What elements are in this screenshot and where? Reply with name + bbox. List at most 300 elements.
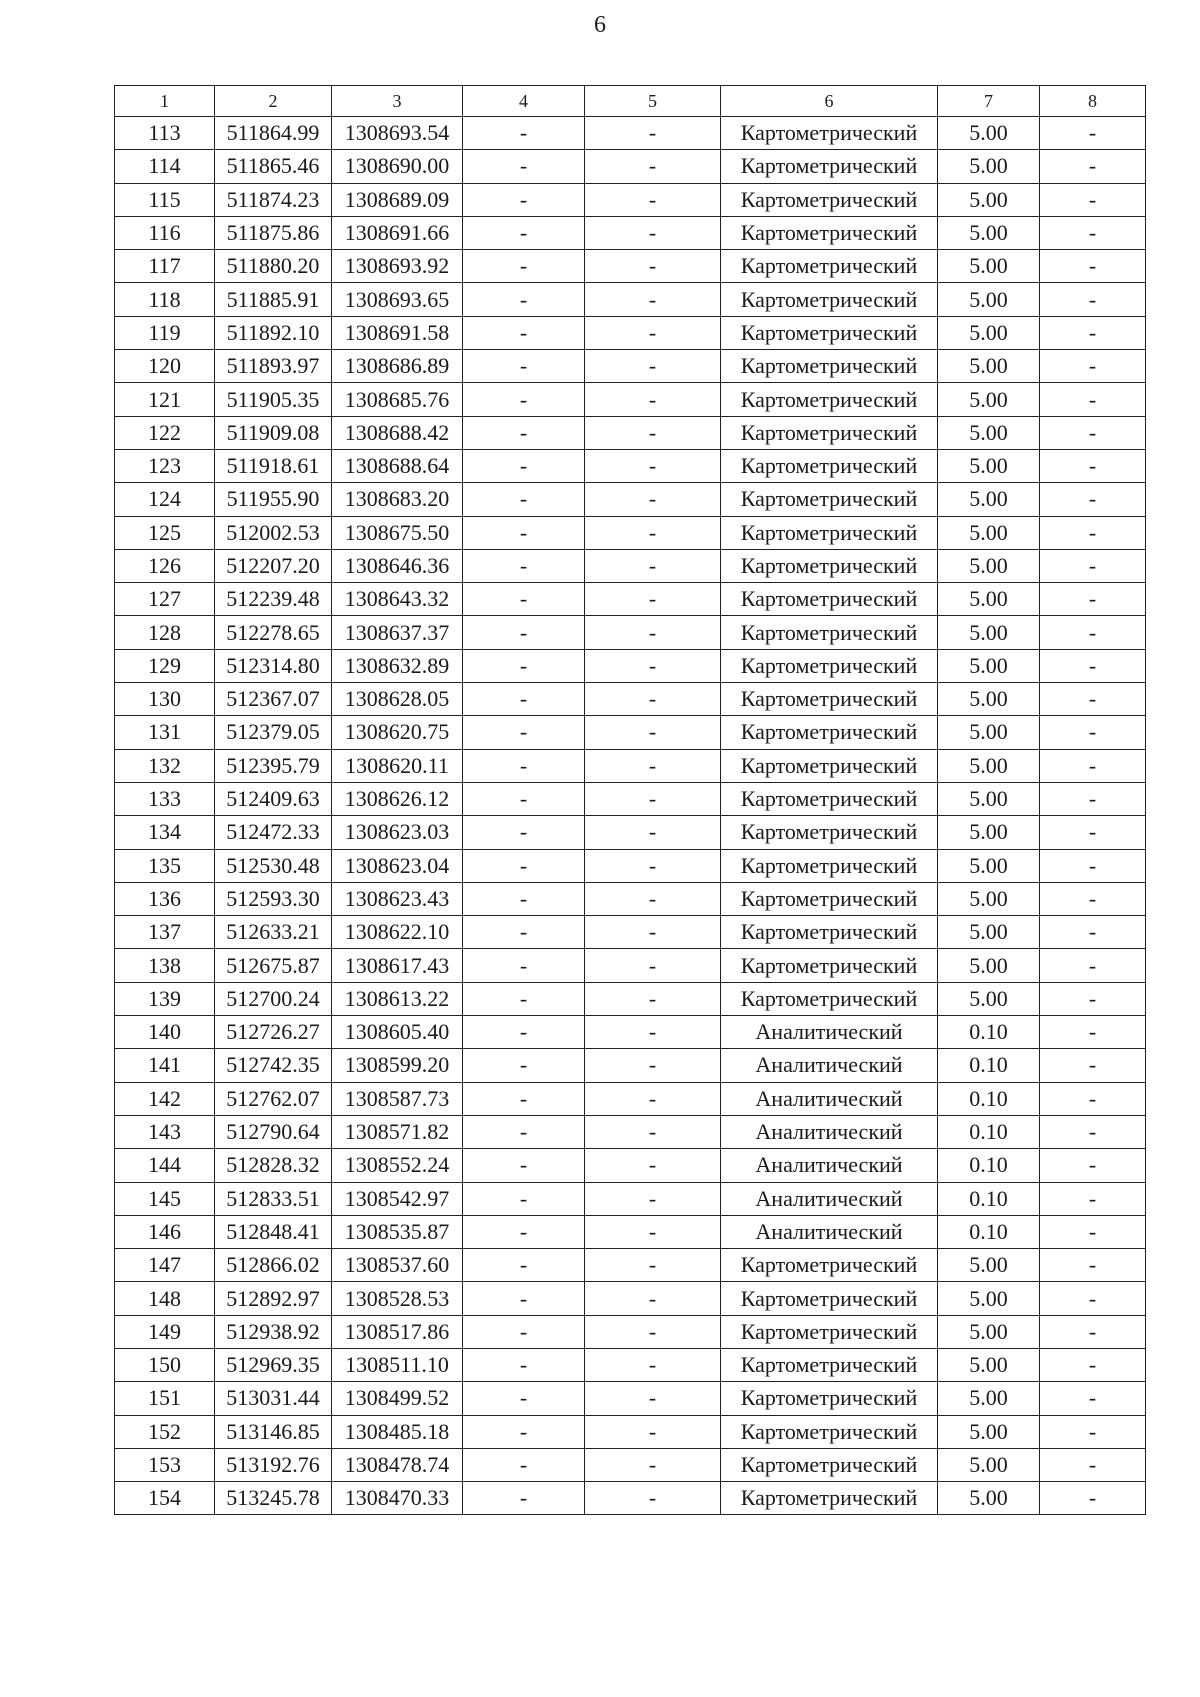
column-4-cell: - [463, 1282, 585, 1315]
column-8-cell: - [1040, 117, 1146, 150]
column-8-cell: - [1040, 1482, 1146, 1515]
accuracy-cell: 5.00 [938, 882, 1040, 915]
coordinate-x-cell: 512700.24 [215, 982, 332, 1015]
accuracy-cell: 0.10 [938, 1049, 1040, 1082]
coordinate-y-cell: 1308690.00 [332, 150, 463, 183]
column-8-cell: - [1040, 982, 1146, 1015]
column-4-cell: - [463, 1415, 585, 1448]
method-cell: Картометрический [721, 516, 938, 549]
column-4-cell: - [463, 1448, 585, 1481]
column-5-cell: - [585, 549, 721, 582]
column-8-cell: - [1040, 483, 1146, 516]
method-cell: Картометрический [721, 1415, 938, 1448]
point-number-cell: 149 [115, 1315, 215, 1348]
table-row [115, 1415, 1146, 1448]
coordinate-y-cell: 1308517.86 [332, 1315, 463, 1348]
point-number-cell: 154 [115, 1482, 215, 1515]
point-number-cell: 125 [115, 516, 215, 549]
column-4-cell: - [463, 449, 585, 482]
accuracy-cell: 5.00 [938, 150, 1040, 183]
column-8-cell: - [1040, 1149, 1146, 1182]
column-4-cell: - [463, 216, 585, 249]
accuracy-cell: 5.00 [938, 916, 1040, 949]
table-row [115, 383, 1146, 416]
table-row [115, 849, 1146, 882]
coordinate-y-cell: 1308646.36 [332, 549, 463, 582]
accuracy-cell: 5.00 [938, 1282, 1040, 1315]
method-cell: Картометрический [721, 916, 938, 949]
accuracy-cell: 5.00 [938, 449, 1040, 482]
accuracy-cell: 5.00 [938, 183, 1040, 216]
column-8-cell: - [1040, 1448, 1146, 1481]
table-row [115, 549, 1146, 582]
table-row [115, 183, 1146, 216]
column-5-cell: - [585, 1249, 721, 1282]
coordinate-y-cell: 1308623.03 [332, 816, 463, 849]
method-cell: Картометрический [721, 1448, 938, 1481]
coordinate-y-cell: 1308620.11 [332, 749, 463, 782]
column-5-cell: - [585, 449, 721, 482]
method-cell: Картометрический [721, 1482, 938, 1515]
coordinate-y-cell: 1308675.50 [332, 516, 463, 549]
point-number-cell: 150 [115, 1348, 215, 1381]
column-8-cell: - [1040, 649, 1146, 682]
table-row [115, 483, 1146, 516]
accuracy-cell: 5.00 [938, 549, 1040, 582]
coordinate-y-cell: 1308686.89 [332, 350, 463, 383]
column-8-cell: - [1040, 1115, 1146, 1148]
coordinate-x-cell: 511880.20 [215, 250, 332, 283]
coordinate-x-cell: 511865.46 [215, 150, 332, 183]
column-8-cell: - [1040, 1348, 1146, 1381]
column-5-cell: - [585, 1016, 721, 1049]
coordinate-x-cell: 512530.48 [215, 849, 332, 882]
method-cell: Аналитический [721, 1016, 938, 1049]
coordinate-x-cell: 511892.10 [215, 316, 332, 349]
accuracy-cell: 5.00 [938, 982, 1040, 1015]
table-row [115, 316, 1146, 349]
column-4-cell: - [463, 383, 585, 416]
coordinate-x-cell: 512742.35 [215, 1049, 332, 1082]
accuracy-cell: 5.00 [938, 1382, 1040, 1415]
table-row [115, 350, 1146, 383]
column-header-8: 8 [1040, 86, 1146, 117]
point-number-cell: 140 [115, 1016, 215, 1049]
column-4-cell: - [463, 716, 585, 749]
column-4-cell: - [463, 583, 585, 616]
coordinate-x-cell: 512833.51 [215, 1182, 332, 1215]
coordinate-y-cell: 1308643.32 [332, 583, 463, 616]
table-row [115, 1016, 1146, 1049]
coordinate-x-cell: 511909.08 [215, 416, 332, 449]
accuracy-cell: 5.00 [938, 1315, 1040, 1348]
accuracy-cell: 5.00 [938, 1348, 1040, 1381]
column-5-cell: - [585, 1149, 721, 1182]
column-4-cell: - [463, 1215, 585, 1248]
column-8-cell: - [1040, 283, 1146, 316]
method-cell: Картометрический [721, 150, 938, 183]
accuracy-cell: 0.10 [938, 1215, 1040, 1248]
table-row [115, 150, 1146, 183]
table-row [115, 416, 1146, 449]
column-5-cell: - [585, 816, 721, 849]
accuracy-cell: 0.10 [938, 1149, 1040, 1182]
column-5-cell: - [585, 350, 721, 383]
accuracy-cell: 0.10 [938, 1082, 1040, 1115]
column-5-cell: - [585, 1049, 721, 1082]
coordinate-x-cell: 512866.02 [215, 1249, 332, 1282]
accuracy-cell: 5.00 [938, 649, 1040, 682]
column-4-cell: - [463, 749, 585, 782]
method-cell: Картометрический [721, 782, 938, 815]
coordinate-y-cell: 1308528.53 [332, 1282, 463, 1315]
point-number-cell: 144 [115, 1149, 215, 1182]
table-row [115, 649, 1146, 682]
table-row [115, 1182, 1146, 1215]
column-4-cell: - [463, 549, 585, 582]
point-number-cell: 132 [115, 749, 215, 782]
coordinate-y-cell: 1308552.24 [332, 1149, 463, 1182]
column-8-cell: - [1040, 782, 1146, 815]
table-row [115, 982, 1146, 1015]
point-number-cell: 136 [115, 882, 215, 915]
point-number-cell: 134 [115, 816, 215, 849]
accuracy-cell: 5.00 [938, 416, 1040, 449]
column-4-cell: - [463, 1348, 585, 1381]
accuracy-cell: 5.00 [938, 216, 1040, 249]
column-8-cell: - [1040, 882, 1146, 915]
accuracy-cell: 0.10 [938, 1016, 1040, 1049]
coordinate-x-cell: 512314.80 [215, 649, 332, 682]
column-4-cell: - [463, 416, 585, 449]
point-number-cell: 141 [115, 1049, 215, 1082]
table-row [115, 583, 1146, 616]
point-number-cell: 119 [115, 316, 215, 349]
column-8-cell: - [1040, 1249, 1146, 1282]
column-4-cell: - [463, 183, 585, 216]
column-4-cell: - [463, 283, 585, 316]
method-cell: Картометрический [721, 549, 938, 582]
method-cell: Картометрический [721, 449, 938, 482]
method-cell: Картометрический [721, 982, 938, 1015]
column-5-cell: - [585, 949, 721, 982]
table-row [115, 516, 1146, 549]
page-number: 6 [594, 12, 606, 38]
coordinate-x-cell: 511893.97 [215, 350, 332, 383]
column-5-cell: - [585, 616, 721, 649]
method-cell: Картометрический [721, 1348, 938, 1381]
column-5-cell: - [585, 849, 721, 882]
point-number-cell: 129 [115, 649, 215, 682]
column-8-cell: - [1040, 683, 1146, 716]
column-4-cell: - [463, 849, 585, 882]
column-4-cell: - [463, 982, 585, 1015]
coordinate-x-cell: 512790.64 [215, 1115, 332, 1148]
accuracy-cell: 5.00 [938, 683, 1040, 716]
method-cell: Картометрический [721, 1315, 938, 1348]
column-8-cell: - [1040, 616, 1146, 649]
point-number-cell: 133 [115, 782, 215, 815]
point-number-cell: 143 [115, 1115, 215, 1148]
coordinate-y-cell: 1308499.52 [332, 1382, 463, 1415]
column-header-2: 2 [215, 86, 332, 117]
column-5-cell: - [585, 416, 721, 449]
column-4-cell: - [463, 250, 585, 283]
coordinate-x-cell: 512828.32 [215, 1149, 332, 1182]
table-row [115, 782, 1146, 815]
coordinate-y-cell: 1308599.20 [332, 1049, 463, 1082]
coordinate-x-cell: 511875.86 [215, 216, 332, 249]
coordinate-x-cell: 511874.23 [215, 183, 332, 216]
coordinate-y-cell: 1308626.12 [332, 782, 463, 815]
column-5-cell: - [585, 583, 721, 616]
accuracy-cell: 5.00 [938, 516, 1040, 549]
accuracy-cell: 0.10 [938, 1115, 1040, 1148]
coordinate-y-cell: 1308485.18 [332, 1415, 463, 1448]
column-5-cell: - [585, 1182, 721, 1215]
point-number-cell: 131 [115, 716, 215, 749]
accuracy-cell: 5.00 [938, 949, 1040, 982]
column-4-cell: - [463, 949, 585, 982]
table-row [115, 1149, 1146, 1182]
column-8-cell: - [1040, 150, 1146, 183]
table-row [115, 1049, 1146, 1082]
coordinate-x-cell: 512892.97 [215, 1282, 332, 1315]
table-row [115, 616, 1146, 649]
column-5-cell: - [585, 150, 721, 183]
point-number-cell: 147 [115, 1249, 215, 1282]
method-cell: Картометрический [721, 616, 938, 649]
column-8-cell: - [1040, 549, 1146, 582]
column-header-7: 7 [938, 86, 1040, 117]
coordinate-y-cell: 1308587.73 [332, 1082, 463, 1115]
column-8-cell: - [1040, 316, 1146, 349]
column-8-cell: - [1040, 1282, 1146, 1315]
accuracy-cell: 5.00 [938, 117, 1040, 150]
column-4-cell: - [463, 117, 585, 150]
accuracy-cell: 5.00 [938, 350, 1040, 383]
point-number-cell: 128 [115, 616, 215, 649]
point-number-cell: 130 [115, 683, 215, 716]
column-header-5: 5 [585, 86, 721, 117]
table-row [115, 1282, 1146, 1315]
table-row [115, 117, 1146, 150]
column-4-cell: - [463, 1249, 585, 1282]
column-5-cell: - [585, 882, 721, 915]
column-5-cell: - [585, 749, 721, 782]
point-number-cell: 116 [115, 216, 215, 249]
coordinate-x-cell: 512207.20 [215, 549, 332, 582]
coordinate-y-cell: 1308511.10 [332, 1348, 463, 1381]
coordinate-x-cell: 512848.41 [215, 1215, 332, 1248]
coordinate-y-cell: 1308623.43 [332, 882, 463, 915]
method-cell: Картометрический [721, 117, 938, 150]
point-number-cell: 113 [115, 117, 215, 150]
point-number-cell: 115 [115, 183, 215, 216]
coordinate-y-cell: 1308613.22 [332, 982, 463, 1015]
point-number-cell: 139 [115, 982, 215, 1015]
coordinate-x-cell: 512969.35 [215, 1348, 332, 1381]
column-5-cell: - [585, 483, 721, 516]
method-cell: Картометрический [721, 849, 938, 882]
point-number-cell: 138 [115, 949, 215, 982]
coordinate-y-cell: 1308542.97 [332, 1182, 463, 1215]
column-5-cell: - [585, 916, 721, 949]
coordinate-y-cell: 1308535.87 [332, 1215, 463, 1248]
coordinate-y-cell: 1308470.33 [332, 1482, 463, 1515]
column-5-cell: - [585, 782, 721, 815]
coordinate-x-cell: 512409.63 [215, 782, 332, 815]
coordinate-x-cell: 513245.78 [215, 1482, 332, 1515]
coordinate-x-cell: 512278.65 [215, 616, 332, 649]
coordinate-x-cell: 512395.79 [215, 749, 332, 782]
coordinates-table [114, 85, 1146, 1515]
column-8-cell: - [1040, 849, 1146, 882]
method-cell: Картометрический [721, 183, 938, 216]
column-5-cell: - [585, 1282, 721, 1315]
method-cell: Картометрический [721, 316, 938, 349]
column-5-cell: - [585, 1448, 721, 1481]
column-4-cell: - [463, 1182, 585, 1215]
coordinate-y-cell: 1308637.37 [332, 616, 463, 649]
column-5-cell: - [585, 1348, 721, 1381]
point-number-cell: 118 [115, 283, 215, 316]
method-cell: Картометрический [721, 383, 938, 416]
column-8-cell: - [1040, 1082, 1146, 1115]
coordinate-y-cell: 1308628.05 [332, 683, 463, 716]
table-row [115, 1348, 1146, 1381]
point-number-cell: 153 [115, 1448, 215, 1481]
column-5-cell: - [585, 183, 721, 216]
column-8-cell: - [1040, 416, 1146, 449]
table-row [115, 683, 1146, 716]
coordinate-x-cell: 513031.44 [215, 1382, 332, 1415]
method-cell: Аналитический [721, 1115, 938, 1148]
point-number-cell: 123 [115, 449, 215, 482]
point-number-cell: 122 [115, 416, 215, 449]
column-8-cell: - [1040, 816, 1146, 849]
column-5-cell: - [585, 1215, 721, 1248]
method-cell: Картометрический [721, 416, 938, 449]
coordinate-y-cell: 1308685.76 [332, 383, 463, 416]
point-number-cell: 114 [115, 150, 215, 183]
table-row [115, 916, 1146, 949]
column-4-cell: - [463, 350, 585, 383]
column-5-cell: - [585, 1082, 721, 1115]
table-row [115, 1448, 1146, 1481]
column-5-cell: - [585, 1315, 721, 1348]
coordinate-y-cell: 1308620.75 [332, 716, 463, 749]
method-cell: Картометрический [721, 649, 938, 682]
table-row [115, 283, 1146, 316]
column-8-cell: - [1040, 1315, 1146, 1348]
coordinate-y-cell: 1308683.20 [332, 483, 463, 516]
table-row [115, 949, 1146, 982]
table-row [115, 1382, 1146, 1415]
method-cell: Аналитический [721, 1049, 938, 1082]
method-cell: Аналитический [721, 1182, 938, 1215]
column-5-cell: - [585, 316, 721, 349]
coordinate-y-cell: 1308691.58 [332, 316, 463, 349]
column-8-cell: - [1040, 1415, 1146, 1448]
accuracy-cell: 5.00 [938, 1482, 1040, 1515]
point-number-cell: 117 [115, 250, 215, 283]
column-4-cell: - [463, 1082, 585, 1115]
point-number-cell: 142 [115, 1082, 215, 1115]
table-row [115, 1482, 1146, 1515]
column-4-cell: - [463, 1482, 585, 1515]
point-number-cell: 152 [115, 1415, 215, 1448]
column-8-cell: - [1040, 516, 1146, 549]
column-4-cell: - [463, 1115, 585, 1148]
method-cell: Картометрический [721, 483, 938, 516]
accuracy-cell: 5.00 [938, 583, 1040, 616]
method-cell: Аналитический [721, 1082, 938, 1115]
method-cell: Картометрический [721, 250, 938, 283]
column-8-cell: - [1040, 1182, 1146, 1215]
table-row [115, 1115, 1146, 1148]
coordinate-y-cell: 1308622.10 [332, 916, 463, 949]
column-4-cell: - [463, 616, 585, 649]
column-header-4: 4 [463, 86, 585, 117]
table-row [115, 882, 1146, 915]
coordinate-x-cell: 512379.05 [215, 716, 332, 749]
point-number-cell: 121 [115, 383, 215, 416]
column-4-cell: - [463, 150, 585, 183]
column-5-cell: - [585, 1415, 721, 1448]
coordinate-y-cell: 1308571.82 [332, 1115, 463, 1148]
point-number-cell: 151 [115, 1382, 215, 1415]
coordinate-y-cell: 1308693.65 [332, 283, 463, 316]
table-row [115, 449, 1146, 482]
column-4-cell: - [463, 882, 585, 915]
accuracy-cell: 5.00 [938, 616, 1040, 649]
method-cell: Картометрический [721, 350, 938, 383]
coordinate-x-cell: 512633.21 [215, 916, 332, 949]
column-8-cell: - [1040, 1215, 1146, 1248]
accuracy-cell: 5.00 [938, 749, 1040, 782]
column-8-cell: - [1040, 449, 1146, 482]
accuracy-cell: 5.00 [938, 483, 1040, 516]
table-row [115, 716, 1146, 749]
coordinate-y-cell: 1308688.42 [332, 416, 463, 449]
column-8-cell: - [1040, 916, 1146, 949]
column-4-cell: - [463, 1315, 585, 1348]
column-4-cell: - [463, 916, 585, 949]
coordinate-y-cell: 1308623.04 [332, 849, 463, 882]
method-cell: Картометрический [721, 1282, 938, 1315]
coordinate-x-cell: 511905.35 [215, 383, 332, 416]
coordinate-x-cell: 513146.85 [215, 1415, 332, 1448]
table-row [115, 250, 1146, 283]
method-cell: Картометрический [721, 816, 938, 849]
column-4-cell: - [463, 816, 585, 849]
accuracy-cell: 5.00 [938, 816, 1040, 849]
table-row [115, 216, 1146, 249]
table-row [115, 1249, 1146, 1282]
point-number-cell: 148 [115, 1282, 215, 1315]
coordinate-x-cell: 512726.27 [215, 1016, 332, 1049]
header-row [115, 86, 1146, 117]
coordinate-x-cell: 512002.53 [215, 516, 332, 549]
column-4-cell: - [463, 1149, 585, 1182]
table-row [115, 1082, 1146, 1115]
table-row [115, 1215, 1146, 1248]
method-cell: Аналитический [721, 1215, 938, 1248]
column-8-cell: - [1040, 1049, 1146, 1082]
method-cell: Картометрический [721, 583, 938, 616]
column-8-cell: - [1040, 749, 1146, 782]
